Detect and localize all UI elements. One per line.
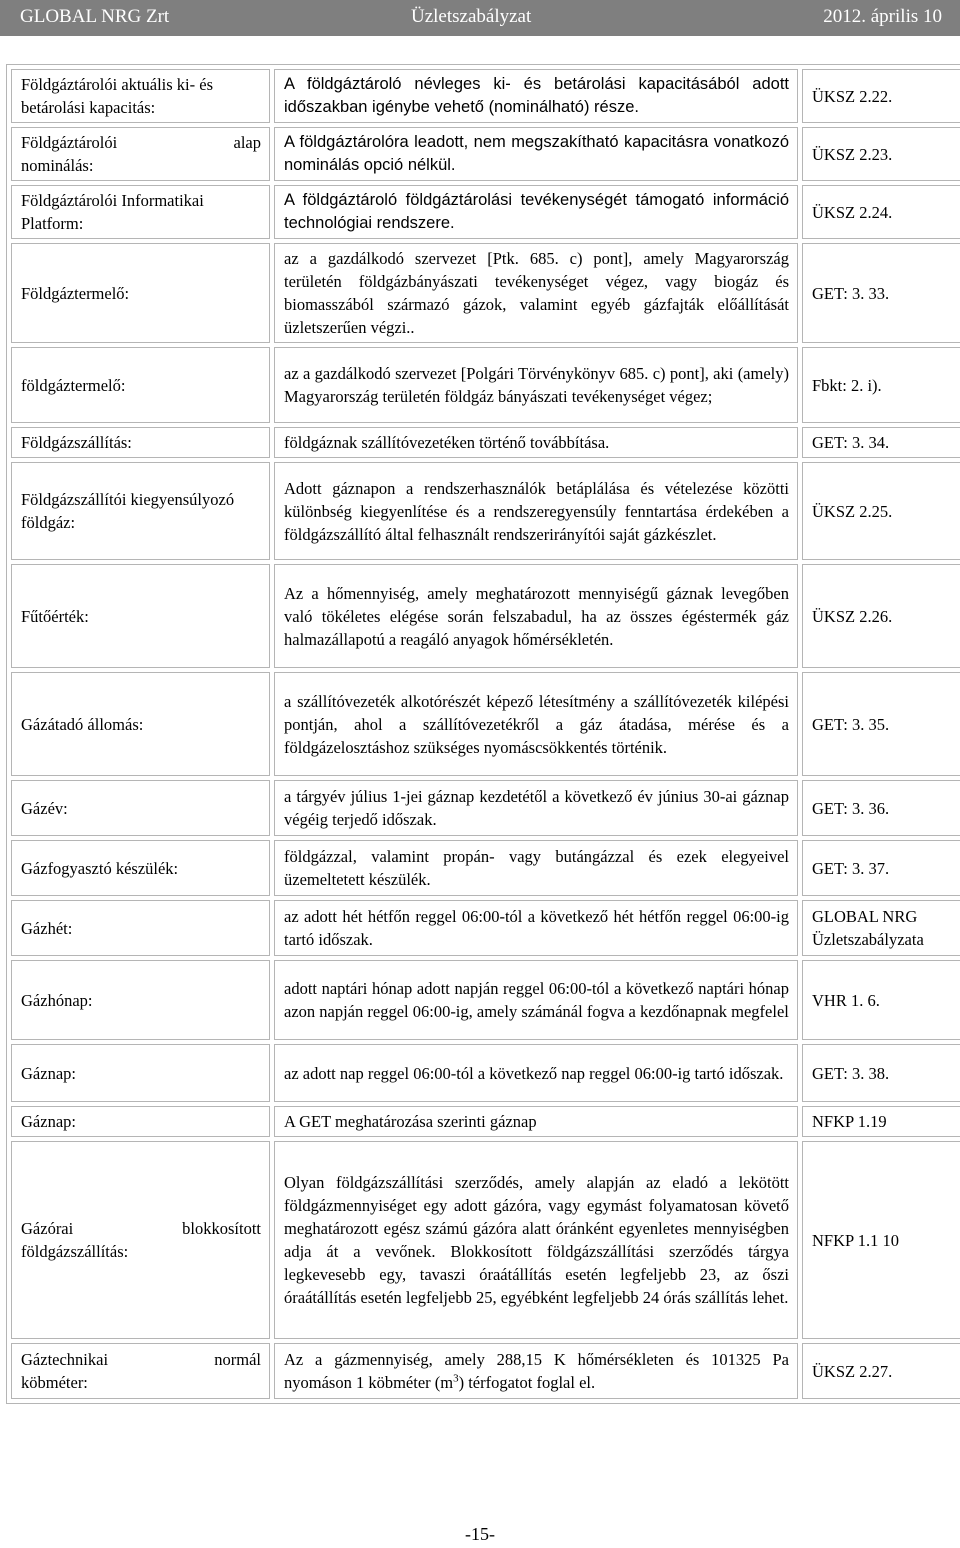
table-row <box>11 427 960 458</box>
term-word: földgázszállítás: <box>21 1242 129 1261</box>
term-cell <box>11 1343 270 1399</box>
definitions-table <box>6 64 960 1404</box>
table-row <box>11 960 960 1040</box>
term-cell: Földgázszállítói kiegyensúlyozó földgáz: <box>11 462 270 560</box>
header-document-title: Üzletszabályzat <box>411 6 532 27</box>
definition-cell: A földgáztároló földgáztárolási tevékenységét támogató információ technológiai rendszere. <box>274 185 798 239</box>
term-cell: Gázév: <box>11 780 270 836</box>
term-word: normál <box>214 1350 261 1369</box>
definition-cell: Olyan földgázszállítási szerződés, amely alapján az eladó a lekötött földgázmennyiséget egy adott gázóra, vagy egymást folyamatosan követő meghatározott egész számú gázóra alatt óránként egyenletes mennyiségben adja át a vevőnek. Blokkosított földgázszállítási szerződés tárgya legkevesebb egy, tavaszi óraátállítás esetén legfeljebb 23, az őszi óraátállítás esetén legfeljebb 25, egyébként legfeljebb 24 órás szállítás lehet. <box>274 1141 798 1339</box>
page-number: -15- <box>465 1524 495 1544</box>
term-cell: Földgáztárolói aktuális ki- és betárolási kapacitás: <box>11 69 270 123</box>
term-cell: Földgáztermelő: <box>11 243 270 343</box>
reference-cell: GET: 3. 36. <box>802 780 960 836</box>
table-row <box>11 185 960 239</box>
definition-cell: A földgáztároló névleges ki- és betárolási kapacitásából adott időszakban igénybe vehető (nominálható) része. <box>274 69 798 123</box>
definition-cell: a szállítóvezeték alkotórészét képező létesítmény a szállítóvezeték kilépési pontján, ahol a szállítóvezetékről a gáz átadása, mérése és a földgázelosztáshoz szükséges nyomáscsökkentés történik. <box>274 672 798 776</box>
term-word: blokkosított <box>182 1219 261 1238</box>
reference-cell: GET: 3. 34. <box>802 427 960 458</box>
page-header <box>0 0 960 36</box>
header-company: GLOBAL NRG Zrt <box>20 6 170 27</box>
table-row <box>11 564 960 668</box>
table-row <box>11 1044 960 1102</box>
reference-cell: ÜKSZ 2.23. <box>802 127 960 181</box>
definition-cell: adott naptári hónap adott napján reggel 06:00-tól a következő naptári hónap azon napján reggel 06:00-ig, amely számánál fogva a kezdőnapnak megfelel <box>274 960 798 1040</box>
table-row <box>11 69 960 123</box>
table-row <box>11 780 960 836</box>
table-row <box>11 672 960 776</box>
term-cell: Gázhét: <box>11 900 270 956</box>
definition-cell <box>274 1343 798 1399</box>
reference-cell: ÜKSZ 2.25. <box>802 462 960 560</box>
reference-cell: ÜKSZ 2.24. <box>802 185 960 239</box>
reference-cell: GLOBAL NRG Üzletszabályzata <box>802 900 960 956</box>
term-cell: Gáznap: <box>11 1106 270 1137</box>
term-word: Gázórai <box>21 1219 74 1238</box>
term-word: Gáztechnikai <box>21 1350 109 1369</box>
term-cell <box>11 1141 270 1339</box>
definition-cell: a tárgyév július 1-jei gáznap kezdetétől a következő év június 30-ai gáznap végéig terjedő időszak. <box>274 780 798 836</box>
definition-cell: az a gazdálkodó szervezet [Ptk. 685. c) pont], amely Magyarország területén földgázbányászati tevékenységet végez, vagy biogáz és biomasszából származó gázok, valamint egyéb gázfajták előállítását üzletszerűen végzi.. <box>274 243 798 343</box>
term-cell: Gázátadó állomás: <box>11 672 270 776</box>
term-cell: Gázfogyasztó készülék: <box>11 840 270 896</box>
definition-cell: földgázzal, valamint propán- vagy butángázzal és ezek elegyeivel üzemeltetett készülék. <box>274 840 798 896</box>
definition-cell: Az a hőmennyiség, amely meghatározott mennyiségű gáznak levegőben való tökéletes elégése során felszabadul, ha az összes égéstermék gáz halmazállapotú a reagáló anyagok hőmérsékletén. <box>274 564 798 668</box>
term-word: alap <box>233 133 261 152</box>
definition-cell: A földgáztárolóra leadott, nem megszakítható kapacitásra vonatkozó nominálás opció nélkül. <box>274 127 798 181</box>
term-cell: Fűtőérték: <box>11 564 270 668</box>
reference-cell: GET: 3. 37. <box>802 840 960 896</box>
term-word: nominálás: <box>21 156 94 175</box>
table-row <box>11 840 960 896</box>
table-row <box>11 462 960 560</box>
reference-cell: NFKP 1.1 10 <box>802 1141 960 1339</box>
definition-cell: az a gazdálkodó szervezet [Polgári Törvénykönyv 685. c) pont], aki (amely) Magyarország területén földgáz bányászati tevékenységet végez; <box>274 347 798 423</box>
term-cell: Gázhónap: <box>11 960 270 1040</box>
definition-cell: az adott hét hétfőn reggel 06:00-tól a következő hét hétfőn reggel 06:00-ig tartó időszak. <box>274 900 798 956</box>
term-cell: Gáznap: <box>11 1044 270 1102</box>
term-word: Földgáztárolói <box>21 133 118 152</box>
term-cell: földgáztermelő: <box>11 347 270 423</box>
reference-cell: ÜKSZ 2.26. <box>802 564 960 668</box>
reference-cell: Fbkt: 2. i). <box>802 347 960 423</box>
superscript: 3 <box>453 1372 459 1385</box>
term-cell: Földgáztárolói Informatikai Platform: <box>11 185 270 239</box>
definition-text: Az a gázmennyiség, amely 288,15 K hőmérsékleten és 101325 Pa nyomáson 1 köbméter (m <box>284 1350 789 1392</box>
table-row <box>11 1106 960 1137</box>
reference-cell: VHR 1. 6. <box>802 960 960 1040</box>
reference-cell: NFKP 1.19 <box>802 1106 960 1137</box>
term-word: köbméter: <box>21 1373 88 1392</box>
table-row <box>11 1141 960 1339</box>
term-cell: Földgázszállítás: <box>11 427 270 458</box>
reference-cell: GET: 3. 33. <box>802 243 960 343</box>
table-row <box>11 127 960 181</box>
reference-cell: ÜKSZ 2.27. <box>802 1343 960 1399</box>
header-date: 2012. április 10 <box>823 6 942 27</box>
table-row <box>11 243 960 343</box>
definition-cell: Adott gáznapon a rendszerhasználók betáplálása és vételezése közötti különbség kiegyenlítése és a rendszeregyensúly fenntartása érdekében a földgázszállító által felhasznált rendszerirányítói saját gázkészlet. <box>274 462 798 560</box>
term-cell <box>11 127 270 181</box>
table-row <box>11 1343 960 1399</box>
table-row <box>11 347 960 423</box>
definition-cell: földgáznak szállítóvezetéken történő továbbítása. <box>274 427 798 458</box>
definition-cell: az adott nap reggel 06:00-tól a következő nap reggel 06:00-ig tartó időszak. <box>274 1044 798 1102</box>
table-row <box>11 900 960 956</box>
definition-cell: A GET meghatározása szerinti gáznap <box>274 1106 798 1137</box>
reference-cell: ÜKSZ 2.22. <box>802 69 960 123</box>
definition-text: ) térfogatot foglal el. <box>458 1373 596 1392</box>
reference-cell: GET: 3. 38. <box>802 1044 960 1102</box>
reference-cell: GET: 3. 35. <box>802 672 960 776</box>
